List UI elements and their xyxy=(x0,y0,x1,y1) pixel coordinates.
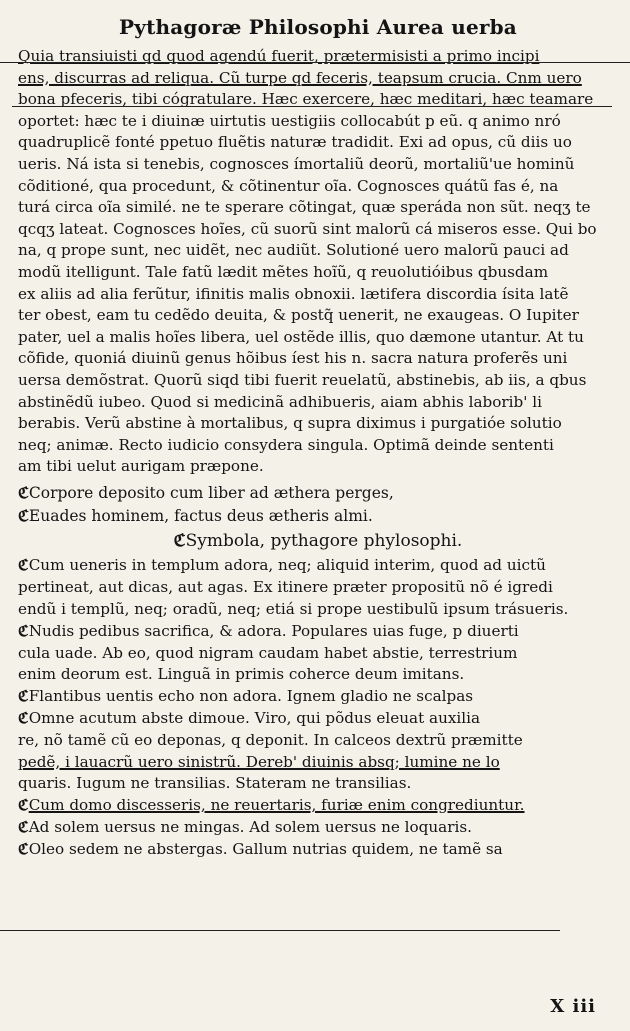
text-line xyxy=(18,68,618,90)
text-line: cõfide, quoniá diuinũ genus hõibus íest his n. sacra natura proferẽs uni xyxy=(18,349,568,368)
symbola-line xyxy=(18,795,618,817)
verse-block xyxy=(18,482,618,528)
text-line: neq; animæ. Recto iudicio consydera singula. Optimã deinde sententi xyxy=(18,435,554,454)
symbola-line: re, nõ tamẽ cũ eo deponas, q deponit. In calceos dextrũ præmitte xyxy=(18,730,523,749)
pilcrow-icon: ℭ xyxy=(18,482,29,502)
text-line: quadruplicẽ fonté ppetuo fluẽtis naturæ tradidit. Exi ad opus, cũ diis uo xyxy=(18,133,572,152)
symbola-line: ℭFlantibus uentis echo non adora. Ignem gladio ne scalpas xyxy=(18,687,474,706)
text-line: turá circa oĩa similé. ne te sperare cõtingat, quæ speráda non sũt. neqʒ te xyxy=(18,198,591,217)
ink-underline-rule xyxy=(0,930,560,931)
symbola-line xyxy=(18,752,618,774)
pilcrow-icon: ℭ xyxy=(18,709,29,728)
text-line: na, q prope sunt, nec uidẽt, nec audiũt. Solutioné uero malorũ pauci ad xyxy=(18,241,569,260)
text-line: oportet: hæc te i diuinæ uirtutis uestigiis collocabút p eũ. q animo nró xyxy=(18,111,561,130)
symbola-line: ℭAd solem uersus ne mingas. Ad solem uersus ne loquaris. xyxy=(18,818,472,837)
text-line: berabis. Verũ abstine à mortalibus, q supra diximus i purgatióe solutio xyxy=(18,414,562,433)
symbola-list xyxy=(18,555,618,860)
text-line xyxy=(18,46,618,68)
verse-line: ℭEuades hominem, factus deus ætheris almi. xyxy=(18,505,373,525)
text-line: abstinẽdũ iubeo. Quod si medicinã adhibueris, aiam abhis laborib' li xyxy=(18,392,542,411)
ink-underline-rule xyxy=(0,62,630,63)
symbola-line: cula uade. Ab eo, quod nigram caudam habet abstie, terrestrium xyxy=(18,643,518,662)
pilcrow-icon: ℭ xyxy=(18,839,29,858)
underlined-text: Cum domo discesseris, ne reuertaris, furiæ enim congrediuntur. xyxy=(28,796,525,815)
pilcrow-icon: ℭ xyxy=(18,556,29,575)
symbola-line: ℭOmne acutum abste dimoue. Viro, qui põdus eleuat auxilia xyxy=(18,709,481,728)
symbola-line: quaris. Iugum ne transilias. Stateram ne transilias. xyxy=(18,774,412,793)
symbola-line: ℭOleo sedem ne abstergas. Gallum nutrias quidem, ne tamẽ sa xyxy=(18,839,503,858)
pilcrow-icon: ℭ xyxy=(18,687,29,706)
symbola-line: ℭCum ueneris in templum adora, neq; aliquid interim, quod ad uictũ xyxy=(18,556,546,575)
text-line: ter obest, eam tu cedẽdo deuita, & postq̃ uenerit, ne exaugeas. O Iupiter xyxy=(18,306,579,325)
underlined-text: Quia transiuisti qd quod agendú fuerit, prætermisisti a primo incipi xyxy=(18,47,540,65)
text-line: modũ itelligunt. Tale fatũ lædit mẽtes hoĩũ, q reuolutióibus qbusdam xyxy=(18,262,549,281)
verse-line: ℭCorpore deposito cum liber ad æthera perges, xyxy=(18,482,394,502)
symbola-line: ℭNudis pedibus sacrifica, & adora. Populares uias fuge, p diuerti xyxy=(18,621,519,640)
pilcrow-icon: ℭ xyxy=(18,621,29,640)
pilcrow-icon: ℭ xyxy=(173,531,186,552)
symbola-line: endũ i templũ, neq; oradũ, neq; etiá si prope uestibulũ ipsum trásueris. xyxy=(18,600,569,619)
pilcrow-icon: ℭ xyxy=(18,818,29,837)
ink-underline-rule xyxy=(12,106,612,107)
text-line: qcqʒ lateat. Cognosces hoĩes, cũ suorũ sint malorũ cá miseros esse. Qui bo xyxy=(18,219,597,238)
text-line: ex aliis ad alia ferũtur, ifinitis malis obnoxii. lætifera discordia ísita latẽ xyxy=(18,284,569,303)
text-line: cõditioné, qua procedunt, & cõtinentur oĩa. Cognosces quátũ fas é, na xyxy=(18,176,559,195)
signature-mark: X iii xyxy=(550,996,596,1017)
section-title: ℭSymbola, pythagore phylosophi. xyxy=(173,531,463,552)
pilcrow-icon: ℭ xyxy=(18,505,29,525)
pilcrow-icon: ℭ xyxy=(18,796,29,815)
text-line: ueris. Ná ista si tenebis, cognosces ímortaliũ deorũ, mortaliũ'ue hominũ xyxy=(18,154,575,173)
underlined-text: pedẽ, i lauacrũ uero sinistrũ. Dereb' diuinis absq; lumine ne lo xyxy=(18,752,500,771)
running-head: Pythagoræ Philosophi Aurea uerba xyxy=(119,15,517,39)
aurea-verba-paragraph xyxy=(18,46,618,478)
symbola-line: enim deorum est. Linguã in primis coherce deum imitans. xyxy=(18,665,465,684)
text-line: uersa demõstrat. Quorũ siqd tibi fuerit reuelatũ, abstinebis, ab iis, a qbus xyxy=(18,370,587,389)
text-line: bona pfeceris, tibi cógratulare. Hæc exercere, hæc meditari, hæc teamare xyxy=(18,90,594,109)
text-line: am tibi uelut aurigam præpone. xyxy=(18,457,264,476)
symbola-line: pertineat, aut dicas, aut agas. Ex itinere præter propositũ nõ é igredi xyxy=(18,578,553,597)
text-line: pater, uel a malis hoĩes libera, uel ostẽde illis, quo dæmone utantur. At tu xyxy=(18,327,584,346)
underlined-text: ens, discurras ad reliqua. Cũ turpe qd feceris, teapsum crucia. Cnm uero xyxy=(18,68,582,87)
